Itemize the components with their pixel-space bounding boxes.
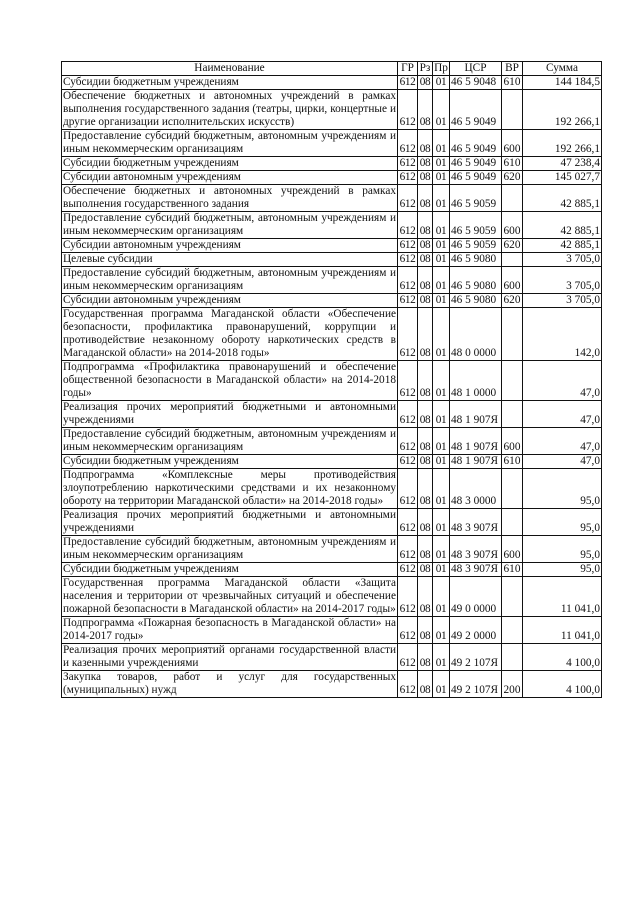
table-row [62, 644, 602, 671]
row-csr-cell: 48 3 0000 [450, 469, 502, 509]
row-gr-cell: 612 [398, 239, 418, 253]
row-rz-cell: 08 [418, 185, 433, 212]
row-rz-cell: 08 [418, 401, 433, 428]
table-row [62, 90, 602, 130]
row-gr-cell: 612 [398, 469, 418, 509]
row-sum-cell: 42 885,1 [523, 212, 602, 239]
row-csr-cell: 48 1 907Я [450, 455, 502, 469]
row-csr-cell: 49 2 107Я [450, 671, 502, 698]
row-csr-cell: 46 5 9080 [450, 294, 502, 308]
row-pr-cell: 01 [433, 76, 450, 90]
row-vr-cell: 600 [502, 536, 523, 563]
row-rz-cell: 08 [418, 253, 433, 267]
row-pr-cell: 01 [433, 671, 450, 698]
row-csr-cell: 48 1 907Я [450, 428, 502, 455]
row-rz-cell: 08 [418, 469, 433, 509]
row-csr-cell: 46 5 9059 [450, 212, 502, 239]
table-row [62, 212, 602, 239]
row-gr-cell: 612 [398, 563, 418, 577]
row-pr-cell: 01 [433, 455, 450, 469]
row-name-cell: Субсидии бюджетным учреждениям [62, 157, 398, 171]
row-gr-cell: 612 [398, 157, 418, 171]
row-gr-cell: 612 [398, 617, 418, 644]
row-rz-cell: 08 [418, 267, 433, 294]
row-rz-cell: 08 [418, 90, 433, 130]
row-gr-cell: 612 [398, 401, 418, 428]
row-csr-cell: 48 3 907Я [450, 509, 502, 536]
row-name-cell: Подпрограмма «Профилактика правонарушений и обеспечение общественной безопасности в Магаданской области» на 2014-2018 годы» [63, 361, 396, 399]
row-name-cell: Субсидии бюджетным учреждениям [62, 76, 398, 90]
row-sum-cell: 42 885,1 [523, 239, 602, 253]
row-pr-cell: 01 [433, 212, 450, 239]
table-row [62, 308, 602, 361]
row-rz-cell: 08 [418, 455, 433, 469]
table-row [62, 185, 602, 212]
row-sum-cell: 47,0 [523, 455, 602, 469]
row-csr-cell: 48 1 0000 [450, 361, 502, 401]
table-row [62, 401, 602, 428]
row-name-cell: Субсидии бюджетным учреждениям [62, 563, 398, 577]
header-rz: Рз [418, 62, 433, 76]
table-row [62, 361, 602, 401]
row-csr-cell: 46 5 9049 [450, 130, 502, 157]
row-rz-cell: 08 [418, 577, 433, 617]
row-gr-cell: 612 [398, 294, 418, 308]
row-gr-cell: 612 [398, 577, 418, 617]
table-row [62, 509, 602, 536]
row-vr-cell [502, 308, 523, 361]
row-vr-cell [502, 577, 523, 617]
row-pr-cell: 01 [433, 130, 450, 157]
row-gr-cell: 612 [398, 76, 418, 90]
table-row [62, 428, 602, 455]
row-vr-cell: 600 [502, 267, 523, 294]
row-csr-cell: 48 0 0000 [450, 308, 502, 361]
row-gr-cell: 612 [398, 361, 418, 401]
row-name-cell: Закупка товаров, работ и услуг для государственных (муниципальных) нужд [63, 671, 396, 696]
row-sum-cell: 144 184,5 [523, 76, 602, 90]
table-row [62, 76, 602, 90]
row-rz-cell: 08 [418, 76, 433, 90]
row-rz-cell: 08 [418, 428, 433, 455]
row-sum-cell: 142,0 [523, 308, 602, 361]
header-gr: ГР [398, 62, 418, 76]
row-rz-cell: 08 [418, 671, 433, 698]
row-gr-cell: 612 [398, 308, 418, 361]
row-sum-cell: 3 705,0 [523, 294, 602, 308]
row-rz-cell: 08 [418, 644, 433, 671]
row-name-cell: Целевые субсидии [62, 253, 398, 267]
row-name-cell: Реализация прочих мероприятий органами государственной власти и казенными учреждениями [63, 644, 396, 669]
row-rz-cell: 08 [418, 509, 433, 536]
row-vr-cell: 620 [502, 239, 523, 253]
row-vr-cell [502, 617, 523, 644]
row-sum-cell: 192 266,1 [523, 130, 602, 157]
table-row [62, 671, 602, 698]
row-pr-cell: 01 [433, 361, 450, 401]
row-vr-cell: 600 [502, 212, 523, 239]
row-vr-cell [502, 185, 523, 212]
table-row [62, 171, 602, 185]
row-vr-cell: 610 [502, 455, 523, 469]
row-sum-cell: 95,0 [523, 563, 602, 577]
row-name-cell: Подпрограмма «Комплексные меры противодействия злоупотреблению наркотическими средствами и их незаконному обороту на территории Магаданской области» на 2014-2018 годы» [63, 469, 396, 507]
row-rz-cell: 08 [418, 361, 433, 401]
row-gr-cell: 612 [398, 455, 418, 469]
row-csr-cell: 48 3 907Я [450, 563, 502, 577]
table-row [62, 253, 602, 267]
row-gr-cell: 612 [398, 253, 418, 267]
row-name-cell: Реализация прочих мероприятий бюджетными и автономными учреждениями [63, 401, 396, 426]
row-rz-cell: 08 [418, 171, 433, 185]
row-gr-cell: 612 [398, 644, 418, 671]
row-sum-cell: 47,0 [523, 401, 602, 428]
table-row [62, 294, 602, 308]
row-vr-cell: 600 [502, 130, 523, 157]
row-pr-cell: 01 [433, 308, 450, 361]
row-pr-cell: 01 [433, 536, 450, 563]
row-vr-cell [502, 401, 523, 428]
row-name-cell: Предоставление субсидий бюджетным, автономным учреждениям и иным некоммерческим организациям [63, 267, 396, 292]
row-pr-cell: 01 [433, 157, 450, 171]
row-csr-cell: 46 5 9080 [450, 267, 502, 294]
row-csr-cell: 49 2 107Я [450, 644, 502, 671]
table-row [62, 130, 602, 157]
document-page [61, 61, 601, 698]
row-vr-cell [502, 644, 523, 671]
row-vr-cell [502, 253, 523, 267]
row-rz-cell: 08 [418, 239, 433, 253]
row-rz-cell: 08 [418, 563, 433, 577]
budget-table [61, 61, 602, 698]
row-csr-cell: 46 5 9048 [450, 76, 502, 90]
row-sum-cell: 145 027,7 [523, 171, 602, 185]
row-csr-cell: 46 5 9080 [450, 253, 502, 267]
row-rz-cell: 08 [418, 130, 433, 157]
table-row [62, 455, 602, 469]
row-rz-cell: 08 [418, 212, 433, 239]
table-row [62, 157, 602, 171]
row-sum-cell: 3 705,0 [523, 267, 602, 294]
row-pr-cell: 01 [433, 294, 450, 308]
row-csr-cell: 48 1 907Я [450, 401, 502, 428]
row-name-cell: Реализация прочих мероприятий бюджетными и автономными учреждениями [63, 509, 396, 534]
row-sum-cell: 11 041,0 [523, 617, 602, 644]
row-sum-cell: 11 041,0 [523, 577, 602, 617]
row-csr-cell: 46 5 9049 [450, 90, 502, 130]
row-pr-cell: 01 [433, 563, 450, 577]
row-vr-cell: 610 [502, 157, 523, 171]
table-row [62, 469, 602, 509]
row-sum-cell: 47,0 [523, 428, 602, 455]
row-pr-cell: 01 [433, 253, 450, 267]
table-row [62, 617, 602, 644]
row-pr-cell: 01 [433, 239, 450, 253]
row-gr-cell: 612 [398, 428, 418, 455]
header-sum: Сумма [523, 62, 602, 76]
row-vr-cell: 610 [502, 563, 523, 577]
table-row [62, 536, 602, 563]
row-gr-cell: 612 [398, 267, 418, 294]
row-vr-cell [502, 469, 523, 509]
row-name-cell: Обеспечение бюджетных и автономных учреждений в рамках выполнения государственного задания (театры, цирки, концертные и другие организации исполнительских искусств) [63, 90, 396, 128]
row-name-cell: Субсидии автономным учреждениям [62, 239, 398, 253]
table-row [62, 563, 602, 577]
row-pr-cell: 01 [433, 469, 450, 509]
row-gr-cell: 612 [398, 171, 418, 185]
row-sum-cell: 4 100,0 [523, 644, 602, 671]
row-pr-cell: 01 [433, 401, 450, 428]
row-sum-cell: 95,0 [523, 509, 602, 536]
row-sum-cell: 95,0 [523, 536, 602, 563]
header-name: Наименование [62, 62, 398, 76]
row-name-cell: Обеспечение бюджетных и автономных учреждений в рамках выполнения государственного задания [63, 185, 396, 210]
row-name-cell: Предоставление субсидий бюджетным, автономным учреждениям и иным некоммерческим организациям [63, 212, 396, 237]
row-name-cell: Субсидии бюджетным учреждениям [62, 455, 398, 469]
row-name-cell: Государственная программа Магаданской области «Обеспечение безопасности, профилактика правонарушений, коррупции и противодействие незаконному обороту наркотических средств в Магаданской области» на 2014-2018 годы» [63, 308, 396, 359]
row-pr-cell: 01 [433, 617, 450, 644]
table-row [62, 577, 602, 617]
row-name-cell: Предоставление субсидий бюджетным, автономным учреждениям и иным некоммерческим организациям [63, 130, 396, 155]
row-pr-cell: 01 [433, 185, 450, 212]
row-pr-cell: 01 [433, 267, 450, 294]
table-row [62, 239, 602, 253]
row-gr-cell: 612 [398, 509, 418, 536]
row-rz-cell: 08 [418, 536, 433, 563]
row-name-cell: Подпрограмма «Пожарная безопасность в Магаданской области» на 2014-2017 годы» [63, 617, 396, 642]
row-vr-cell [502, 90, 523, 130]
row-gr-cell: 612 [398, 90, 418, 130]
row-rz-cell: 08 [418, 617, 433, 644]
header-pr: Пр [434, 62, 448, 74]
row-name-cell: Государственная программа Магаданской области «Защита населения и территории от чрезвычайных ситуаций и обеспечение пожарной безопасности в Магаданской области» на 2014-2017 годы» [63, 577, 396, 615]
row-csr-cell: 46 5 9059 [450, 239, 502, 253]
row-sum-cell: 4 100,0 [523, 671, 602, 698]
row-csr-cell: 48 3 907Я [450, 536, 502, 563]
row-vr-cell: 610 [502, 76, 523, 90]
row-gr-cell: 612 [398, 185, 418, 212]
row-csr-cell: 46 5 9049 [450, 157, 502, 171]
row-sum-cell: 3 705,0 [523, 253, 602, 267]
row-pr-cell: 01 [433, 509, 450, 536]
row-vr-cell: 620 [502, 171, 523, 185]
row-rz-cell: 08 [418, 294, 433, 308]
row-vr-cell [502, 361, 523, 401]
row-name-cell: Субсидии автономным учреждениям [62, 171, 398, 185]
row-gr-cell: 612 [398, 536, 418, 563]
row-pr-cell: 01 [433, 171, 450, 185]
table-body [62, 76, 602, 698]
row-rz-cell: 08 [418, 308, 433, 361]
row-sum-cell: 192 266,1 [523, 90, 602, 130]
row-vr-cell: 200 [502, 671, 523, 698]
row-vr-cell: 600 [502, 428, 523, 455]
row-gr-cell: 612 [398, 671, 418, 698]
table-row [62, 267, 602, 294]
row-pr-cell: 01 [433, 428, 450, 455]
row-csr-cell: 46 5 9049 [450, 171, 502, 185]
row-pr-cell: 01 [433, 90, 450, 130]
row-name-cell: Предоставление субсидий бюджетным, автономным учреждениям и иным некоммерческим организациям [63, 536, 396, 561]
row-sum-cell: 47 238,4 [523, 157, 602, 171]
header-vr: ВР [502, 62, 523, 76]
row-vr-cell: 620 [502, 294, 523, 308]
row-sum-cell: 95,0 [523, 469, 602, 509]
row-csr-cell: 46 5 9059 [450, 185, 502, 212]
row-sum-cell: 42 885,1 [523, 185, 602, 212]
row-sum-cell: 47,0 [523, 361, 602, 401]
row-name-cell: Предоставление субсидий бюджетным, автономным учреждениям и иным некоммерческим организациям [63, 428, 396, 453]
row-csr-cell: 49 2 0000 [450, 617, 502, 644]
row-vr-cell [502, 509, 523, 536]
table-header-row [62, 62, 602, 76]
row-pr-cell: 01 [433, 577, 450, 617]
row-gr-cell: 612 [398, 212, 418, 239]
row-rz-cell: 08 [418, 157, 433, 171]
row-csr-cell: 49 0 0000 [450, 577, 502, 617]
header-csr: ЦСР [450, 62, 502, 76]
row-pr-cell: 01 [433, 644, 450, 671]
row-gr-cell: 612 [398, 130, 418, 157]
row-name-cell: Субсидии автономным учреждениям [62, 294, 398, 308]
